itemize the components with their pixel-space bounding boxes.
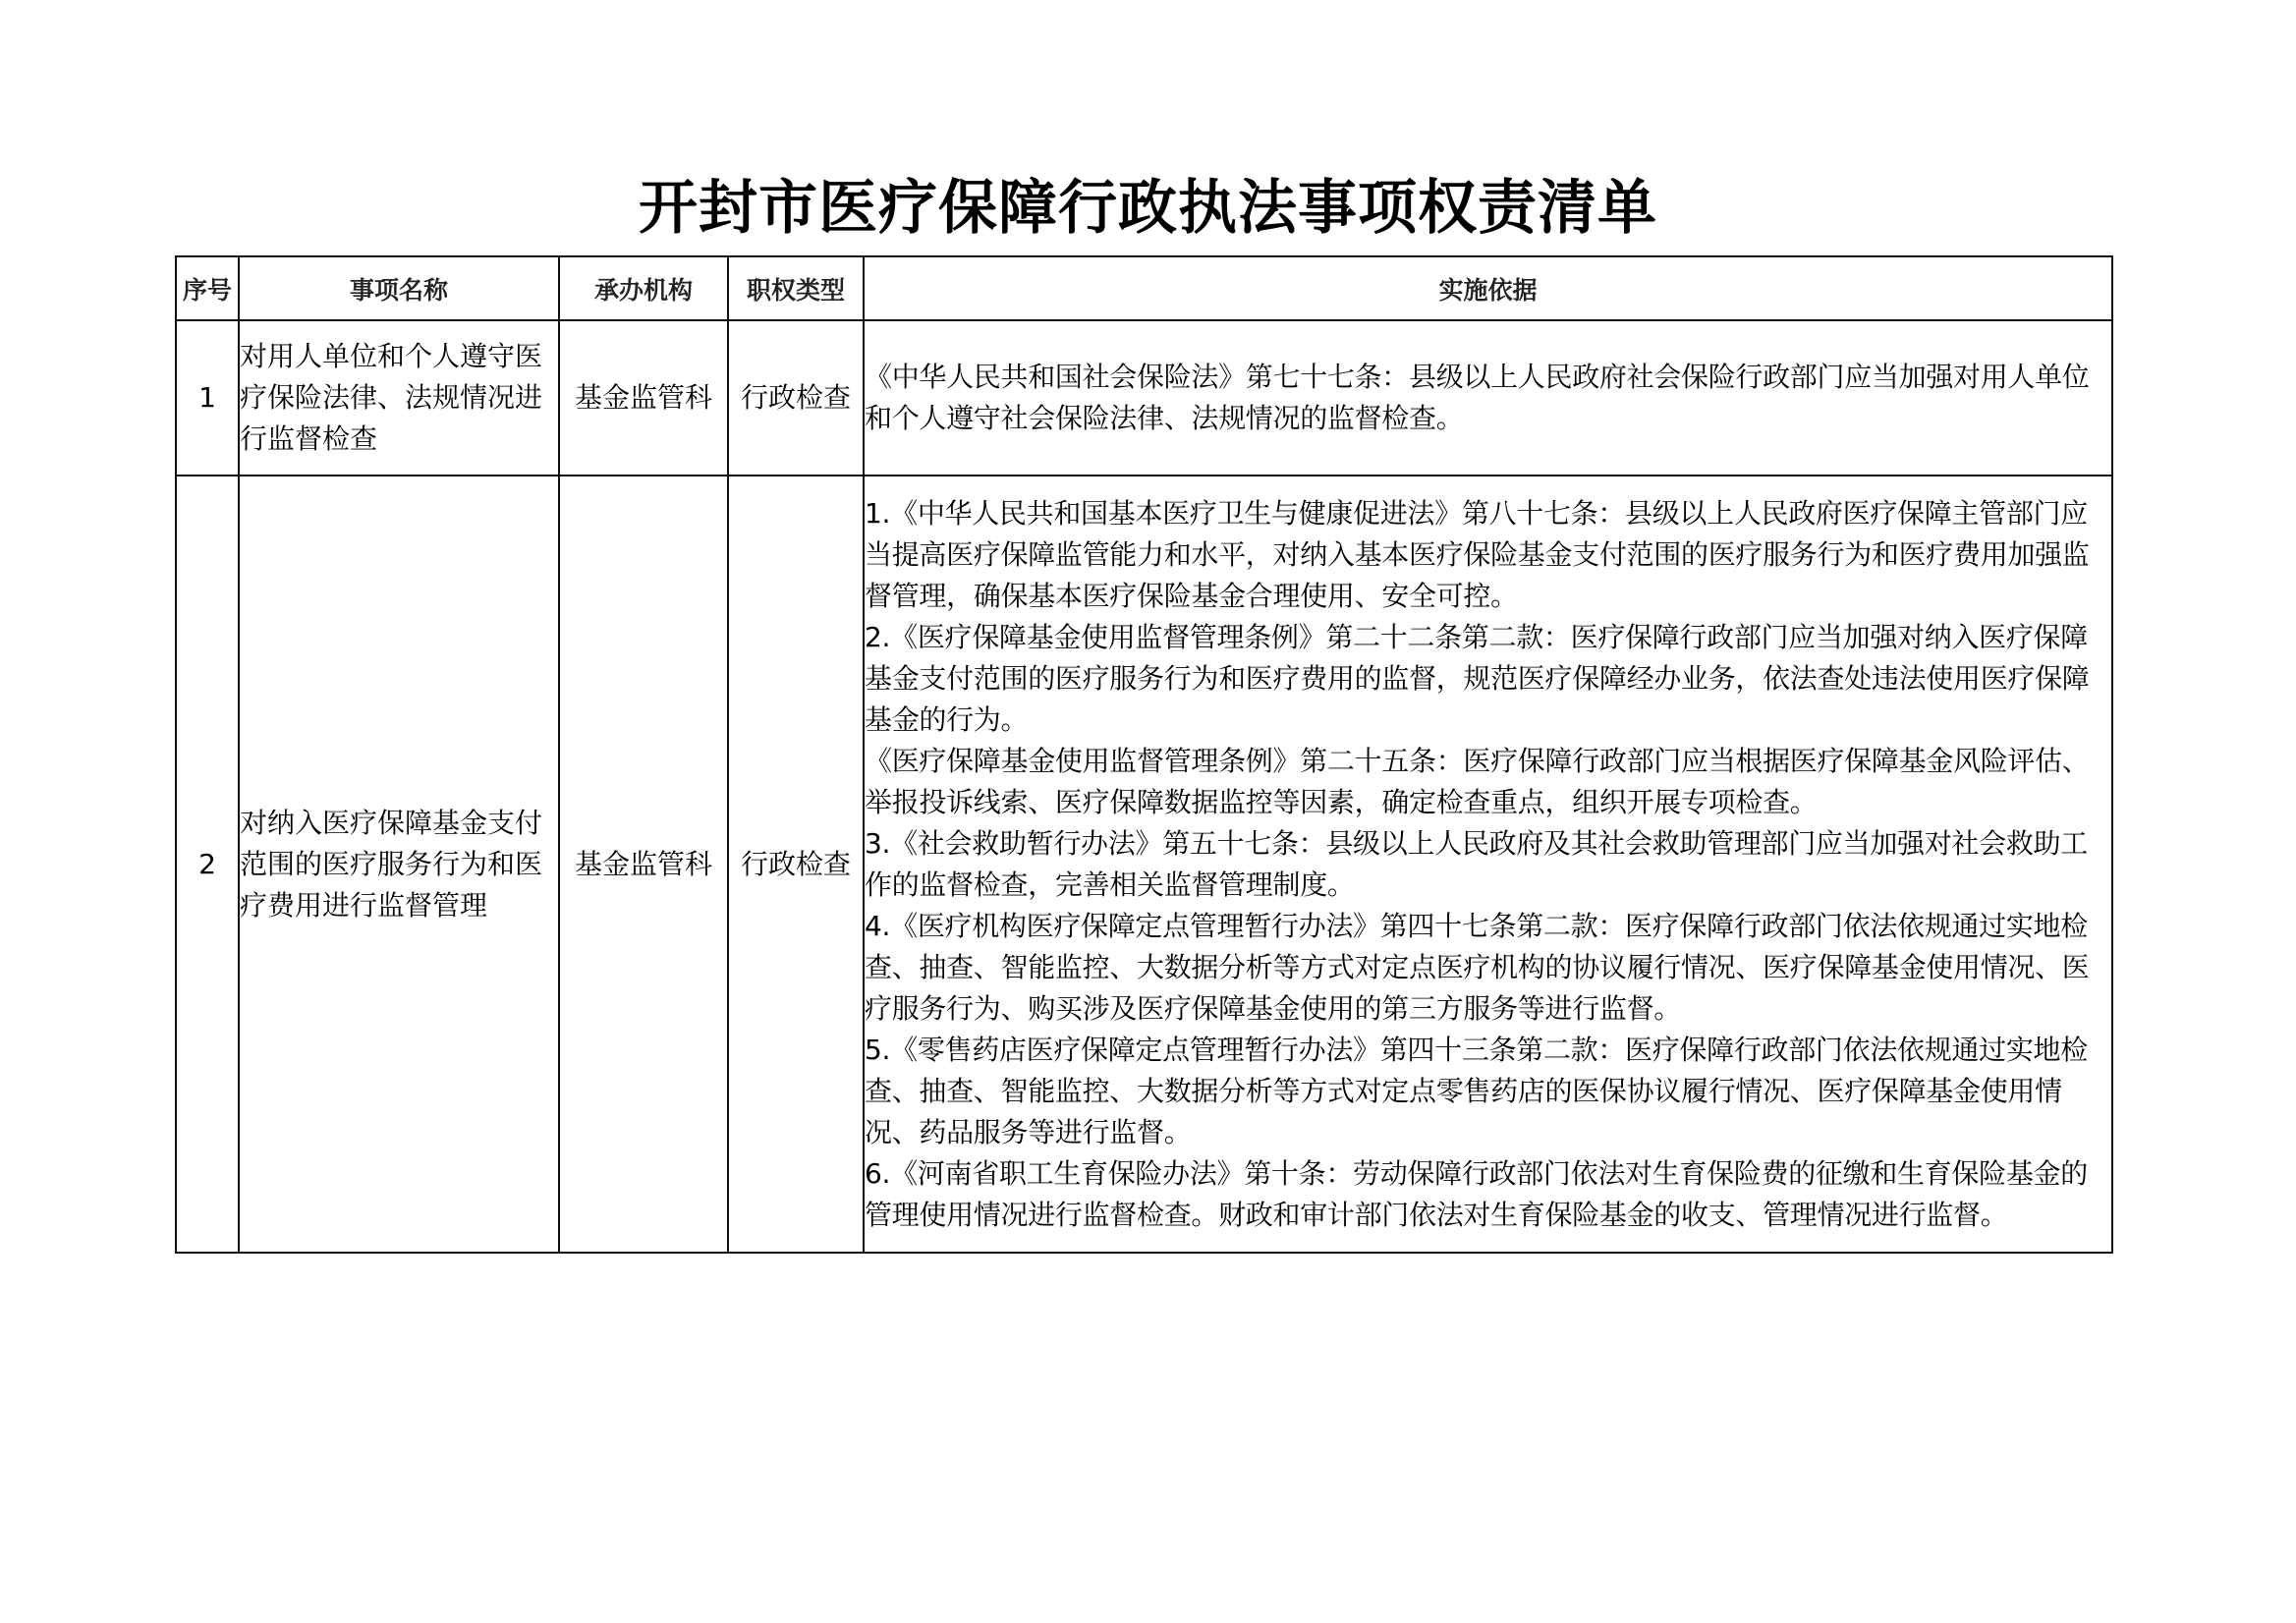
row-basis <box>864 320 2112 476</box>
table-header-row <box>176 256 2112 320</box>
row-agency: 基金监管科 <box>559 320 728 476</box>
row-basis <box>864 476 2112 1253</box>
row-power-type: 行政检查 <box>728 476 864 1253</box>
basis-paragraph: 《医疗保障基金使用监督管理条例》第二十五条：医疗保障行政部门应当根据医疗保障基金风险评估、举报投诉线索、医疗保障数据监控等因素，确定检查重点，组织开展专项检查。 <box>865 744 2090 818</box>
row-item-name: 对纳入医疗保障基金支付范围的医疗服务行为和医疗费用进行监督管理 <box>239 476 559 1253</box>
basis-paragraph: 《中华人民共和国社会保险法》第七十七条：县级以上人民政府社会保险行政部门应当加强对用人单位和个人遵守社会保险法律、法规情况的监督检查。 <box>865 361 2090 434</box>
basis-paragraph: 1.《中华人民共和国基本医疗卫生与健康促进法》第八十七条：县级以上人民政府医疗保障主管部门应当提高医疗保障监管能力和水平，对纳入基本医疗保险基金支付范围的医疗服务行为和医疗费用加强监督管理，确保基本医疗保险基金合理使用、安全可控。 <box>865 496 2090 612</box>
basis-paragraph: 2.《医疗保障基金使用监督管理条例》第二十二条第二款：医疗保障行政部门应当加强对纳入医疗保障基金支付范围的医疗服务行为和医疗费用的监督，规范医疗保障经办业务，依法查处违法使用医疗保障基金的行为。 <box>865 620 2090 736</box>
row-index: 2 <box>176 476 239 1253</box>
header-item-name: 事项名称 <box>239 256 559 320</box>
row-agency: 基金监管科 <box>559 476 728 1253</box>
header-agency: 承办机构 <box>559 256 728 320</box>
table-row <box>176 476 2112 1253</box>
basis-paragraph: 4.《医疗机构医疗保障定点管理暂行办法》第四十七条第二款：医疗保障行政部门依法依规通过实地检查、抽查、智能监控、大数据分析等方式对定点医疗机构的协议履行情况、医疗保障基金使用情况、医疗服务行为、购买涉及医疗保障基金使用的第三方服务等进行监督。 <box>865 909 2090 1025</box>
header-basis: 实施依据 <box>864 256 2112 320</box>
basis-paragraph: 3.《社会救助暂行办法》第五十七条：县级以上人民政府及其社会救助管理部门应当加强对社会救助工作的监督检查，完善相关监督管理制度。 <box>865 826 2088 901</box>
row-power-type: 行政检查 <box>728 320 864 476</box>
document-title: 开封市医疗保障行政执法事项权责清单 <box>639 174 1657 243</box>
row-item-name: 对用人单位和个人遵守医疗保险法律、法规情况进行监督检查 <box>239 320 559 476</box>
header-power-type: 职权类型 <box>728 256 864 320</box>
basis-paragraph: 6.《河南省职工生育保险办法》第十条：劳动保障行政部门依法对生育保险费的征缴和生育保险基金的管理使用情况进行监督检查。财政和审计部门依法对生育保险基金的收支、管理情况进行监督。 <box>865 1156 2088 1231</box>
table-row <box>176 320 2112 476</box>
row-index: 1 <box>176 320 239 476</box>
responsibility-table <box>175 255 2113 1254</box>
header-index: 序号 <box>176 256 239 320</box>
basis-paragraph: 5.《零售药店医疗保障定点管理暂行办法》第四十三条第二款：医疗保障行政部门依法依规通过实地检查、抽查、智能监控、大数据分析等方式对定点零售药店的医保协议履行情况、医疗保障基金使用情况、药品服务等进行监督。 <box>865 1033 2088 1148</box>
